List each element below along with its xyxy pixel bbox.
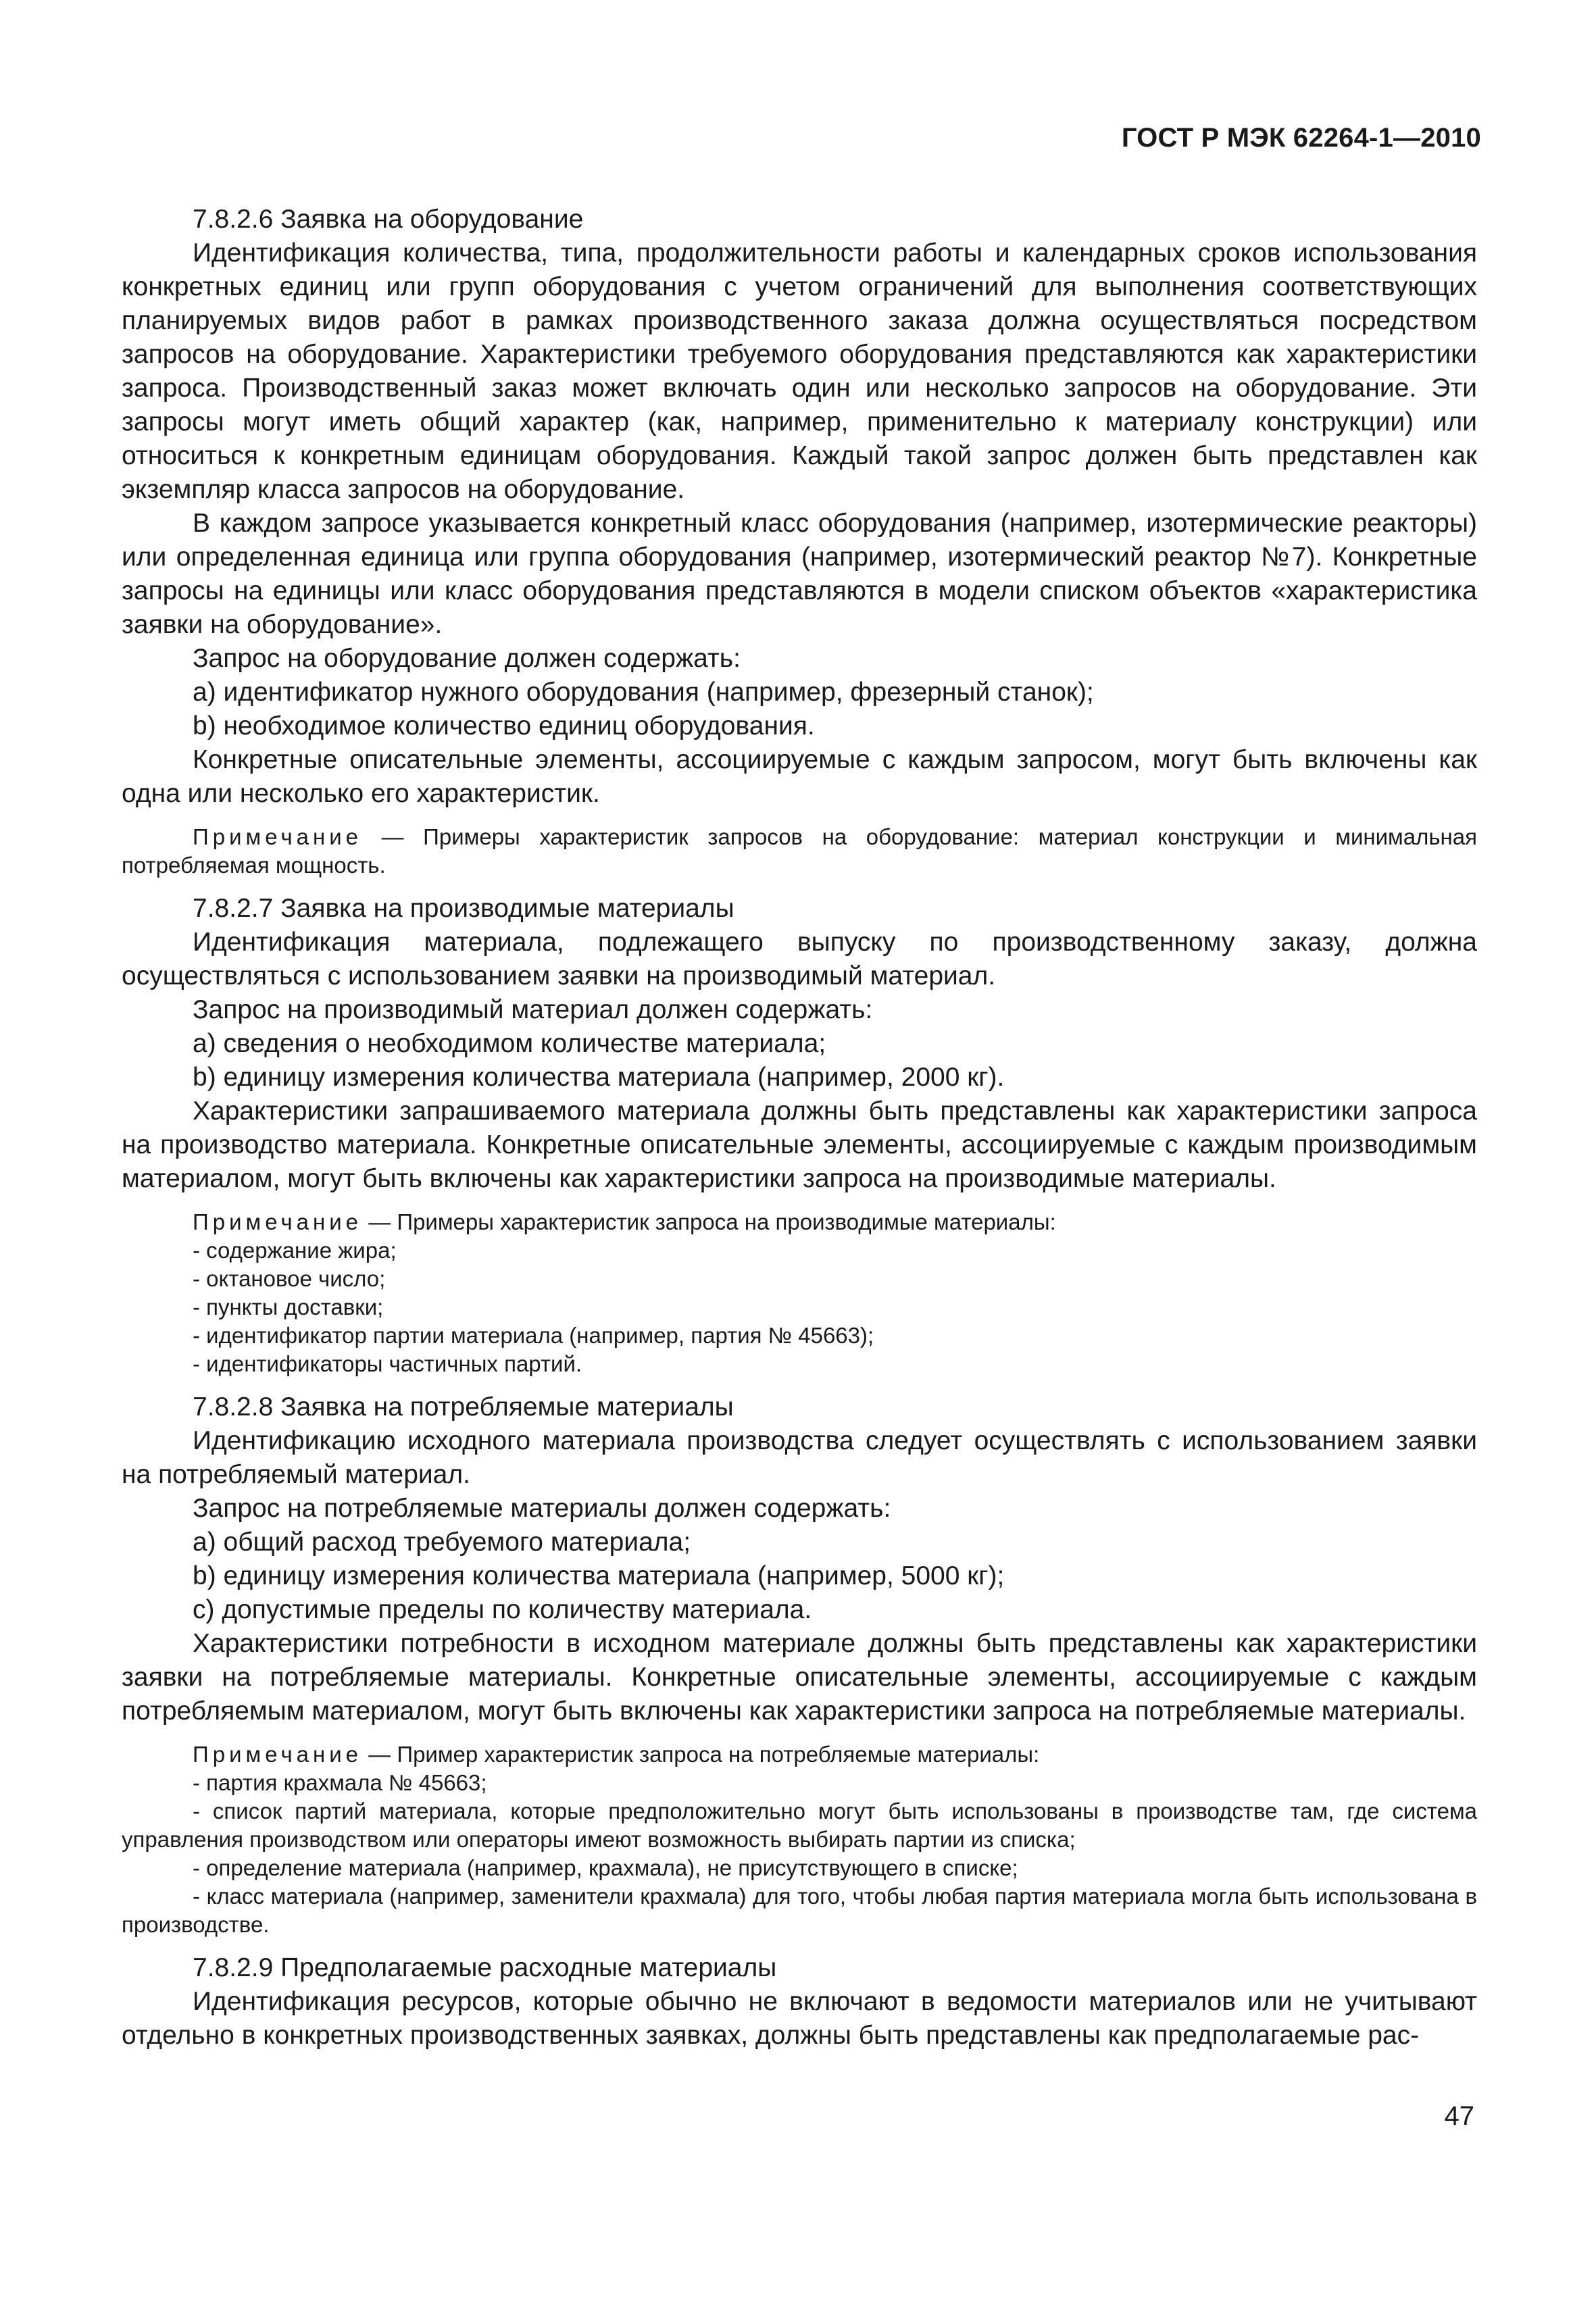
list-item: b) единицу измерения количества материала (например, 2000 кг). — [193, 1063, 1005, 1092]
list-item: b) необходимое количество единиц оборудования. — [193, 711, 815, 740]
note-text: Примечание — Примеры характеристик запроса на производимые материалы: — [193, 1209, 1056, 1234]
list-item: а) сведения о необходимом количестве материала; — [193, 1029, 826, 1058]
section-heading-7-8-2-7: 7.8.2.7 Заявка на производимые материалы — [193, 894, 734, 923]
note-list-item: - класс материала (например, заменители крахмала) для того, чтобы любая партия материала могла быть использована в производстве. — [122, 1884, 1477, 1937]
list-item: b) единицу измерения количества материала (например, 5000 кг); — [193, 1561, 1005, 1590]
note-list-item: - список партий материала, которые предположительно могут быть использованы в производстве там, где система управления производством или операторы имеют возможность выбирать партии из списка; — [122, 1799, 1477, 1852]
paragraph: Конкретные описательные элементы, ассоциируемые с каждым запросом, могут быть включены как одна или несколько его характеристик. — [122, 745, 1477, 808]
document-body — [122, 203, 1477, 2053]
paragraph: Запрос на оборудование должен содержать: — [193, 644, 741, 673]
paragraph: Характеристики запрашиваемого материала должны быть представлены как характеристики запроса на производство материала. Конкретные описательные элементы, ассоциируемые с каждым производимым материалом, могут быть включены как характеристики запроса на производимые материалы. — [122, 1097, 1477, 1193]
section-heading-7-8-2-9: 7.8.2.9 Предполагаемые расходные материалы — [193, 1953, 777, 1982]
paragraph: Запрос на производимый материал должен содержать: — [193, 995, 873, 1024]
note-label: Примечание — [193, 1209, 363, 1234]
document-code-header: ГОСТ Р МЭК 62264-1—2010 — [1121, 123, 1481, 153]
note-list-item: - партия крахмала № 45663; — [193, 1770, 487, 1795]
note-list-item: - октановое число; — [193, 1266, 386, 1291]
paragraph: Идентификация ресурсов, которые обычно не включают в ведомости материалов или не учитывают отдельно в конкретных производственных заявках, должны быть представлены как предполагаемые рас- — [122, 1987, 1477, 2050]
paragraph: Идентификация материала, подлежащего выпуску по производственному заказу, должна осуществляться с использованием заявки на производимый материал. — [122, 928, 1477, 990]
note-list-item: - определение материала (например, крахмала), не присутствующего в списке; — [193, 1855, 1018, 1880]
note-block — [122, 1208, 1477, 1378]
list-item: а) идентификатор нужного оборудования (например, фрезерный станок); — [193, 678, 1094, 707]
note-text: Примечание — Примеры характеристик запросов на оборудование: материал конструкции и минимальная потребляемая мощность. — [122, 824, 1477, 878]
section-heading-7-8-2-8: 7.8.2.8 Заявка на потребляемые материалы — [193, 1392, 734, 1422]
note-text: Примечание — Пример характеристик запроса на потребляемые материалы: — [193, 1742, 1040, 1767]
note-list-item: - пункты доставки; — [193, 1294, 384, 1319]
paragraph: В каждом запросе указывается конкретный класс оборудования (например, изотермические реакторы) или определенная единица или группа оборудования (например, изотермический реактор №7). Конкретные запросы на единицы или класс оборудования представляются в модели списком объектов «характеристика заявки на оборудование». — [122, 509, 1477, 639]
section-heading-7-8-2-6: 7.8.2.6 Заявка на оборудование — [193, 205, 584, 234]
paragraph: Идентификация количества, типа, продолжительности работы и календарных сроков использования конкретных единиц или групп оборудования с учетом ограничений для выполнения соответствующих планируемых видов работ в рамках производственного заказа должна осуществляться посредством запросов на оборудование. Характеристики требуемого оборудования представляются как характеристики запроса. Производственный заказ может включать один или несколько запросов на оборудование. Эти запросы могут иметь общий характер (как, например, применительно к материалу конструкции) или относиться к конкретным единицам оборудования. Каждый такой запрос должен быть представлен как экземпляр класса запросов на оборудование. — [122, 238, 1477, 504]
paragraph: Характеристики потребности в исходном материале должны быть представлены как характеристики заявки на потребляемые материалы. Конкретные описательные элементы, ассоциируемые с каждым потребляемым материалом, могут быть включены как характеристики запроса на потребляемые материалы. — [122, 1629, 1477, 1726]
note-block — [122, 1740, 1477, 1939]
list-item: а) общий расход требуемого материала; — [193, 1528, 691, 1557]
paragraph: Идентификацию исходного материала производства следует осуществлять с использованием заявки на потребляемый материал. — [122, 1426, 1477, 1489]
note-block — [122, 823, 1477, 880]
page-number: 47 — [1444, 2101, 1474, 2131]
note-label: Примечание — [193, 824, 363, 849]
note-list-item: - содержание жира; — [193, 1238, 397, 1263]
note-list-item: - идентификаторы частичных партий. — [193, 1351, 582, 1376]
note-list-item: - идентификатор партии материала (например, партия № 45663); — [193, 1323, 874, 1348]
note-label: Примечание — [193, 1742, 363, 1767]
paragraph: Запрос на потребляемые материалы должен содержать: — [193, 1494, 891, 1523]
list-item: c) допустимые пределы по количеству материала. — [193, 1595, 812, 1624]
